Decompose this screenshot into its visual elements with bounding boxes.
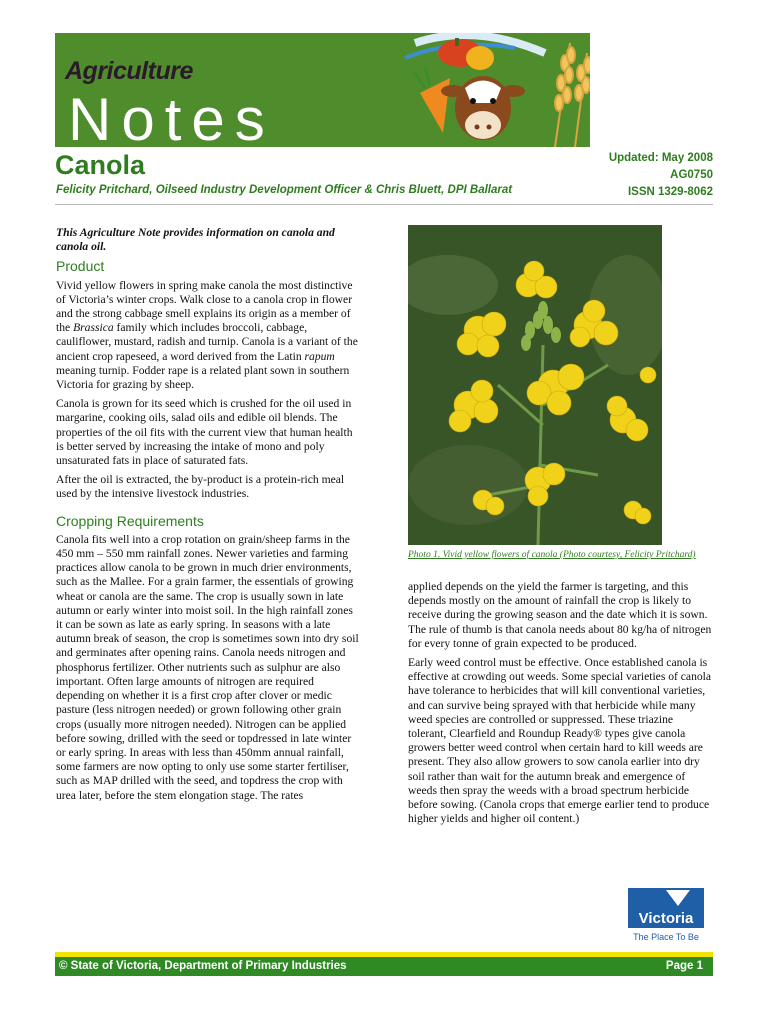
canola-flowers-photo [408, 225, 662, 545]
heading-product: Product [56, 258, 105, 275]
left-column [56, 226, 362, 808]
photo-caption: Photo 1. Vivid yellow flowers of canola (Photo courtesy, Felicity Pritchard) [408, 550, 696, 560]
product-paragraph-2: Canola is grown for its seed which is crushed for the oil used in margarine, cooking oils, salad oils and edible oil blends. The properties of the oil fits with the current view that human health is better served by increasing the intake of mono and poly unsaturated fats in place of saturated fats. [56, 397, 353, 468]
product-p1-brassica: Brassica [73, 321, 114, 335]
right-column [408, 580, 713, 831]
product-p1-rapum: rapum [304, 349, 335, 363]
banner-agriculture-text: Agriculture [65, 57, 193, 85]
product-paragraph-3: After the oil is extracted, the by-product is a protein-rich meal used by the intensive livestock industries. [56, 473, 345, 501]
issn: ISSN 1329-8062 [627, 186, 713, 198]
intro-text: This Agriculture Note provides information on canola and canola oil. [56, 226, 335, 254]
banner-notes-text: Notes [68, 86, 275, 147]
header-banner [55, 33, 590, 147]
logo-wordmark: Victoria [638, 910, 694, 927]
heading-cropping: Cropping Requirements [56, 512, 204, 529]
authors-line: Felicity Pritchard, Oilseed Industry Development Officer & Chris Bluett, DPI Ballarat [56, 184, 513, 196]
right-paragraph-2: Early weed control must be effective. Once established canola is effective at crowding out weeds. Some special varieties of canola have tolerance to herbicides that will kill conventional varieties, and can survive being sprayed with that herbicide while many weed species are controlled or suppressed. These triazine tolerant, Clearfield and Roundup Ready® types give canola growers better weed control when certain hard to kill weeds are present. They also allow growers to sow canola earlier into dry soil rather than wait for the autumn break and emergence of weeds then spray the weeds with a broad spectrum herbicide before sowing. (Canola crops that emerge earlier tend to produce higher yields and higher oil content.) [408, 656, 712, 826]
cropping-paragraph-1: Canola fits well into a crop rotation on grain/sheep farms in the 450 mm – 550 mm rainfall zones. Newer varieties and farming practices allow canola to be grown in much drier environments, such as the Mallee. For a grain farmer, the essentials of growing wheat or canola are the same. The crop is usually sown in late autumn or early winter into moist soil. In the high rainfall zones it can be sown as late as early spring. In seasons with a late autumn break of season, the crop is sometimes sown into dry soil and germinates after opening rains. Canola needs nitrogen and phosphorus fertilizer. Other nutrients such as sulphur are also important. Often large amounts of nitrogen are required depending on whether it is a first crop after clover or medic pasture (less nitrogen needed) or grown following other grain crops (usually more nitrogen needed). Nitrogen can be applied before sowing, drilled with the seed or topdressed in late winter or early spring. In areas with less than 450mm annual rainfall, some farmers are now opting to only use some starter fertiliser, such as MAP drilled with the seed, and topdress the crop with urea later, before the stem elongation stage. The rates [56, 532, 359, 802]
product-p1-text-b: family which includes broccoli, cabbage, cauliflower, mustard, radish and turnip. Canola is a variant of the ancient crop rapeseed, a word derived from the Latin [56, 321, 358, 363]
product-paragraph-1 [56, 279, 362, 393]
copyright-text: © State of Victoria, Department of Primary Industries [59, 960, 347, 972]
product-p1-text-c: meaning turnip. Fodder rape is a related plant sown in southern Victoria for grazing by sheep. [56, 363, 350, 392]
updated-date: Updated: May 2008 [608, 152, 713, 164]
victoria-logo [628, 888, 704, 944]
logo-tagline: The Place To Be [633, 932, 699, 942]
document-meta [609, 150, 713, 201]
page-number: Page 1 [665, 960, 703, 972]
footer-bar [55, 957, 713, 976]
document-code: AG0750 [670, 169, 713, 181]
header-divider [55, 204, 713, 205]
right-paragraph-1: applied depends on the yield the farmer is targeting, and this depends mostly on the amount of rainfall the crop is likely to receive during the growing season and the date which it is sown. The rule of thumb is that canola needs about 80 kg/ha of nitrogen for every tonne of grain expected to be produced. [408, 580, 712, 650]
product-p1-text-a: Vivid yellow flowers in spring make canola the most distinctive of Victoria’s winter crops. Walk close to a canola crop in flower and the strong cabbage smell explains its origin as a member of the [56, 278, 353, 335]
page-title: Canola [55, 150, 146, 180]
banner-illustration [395, 33, 590, 147]
